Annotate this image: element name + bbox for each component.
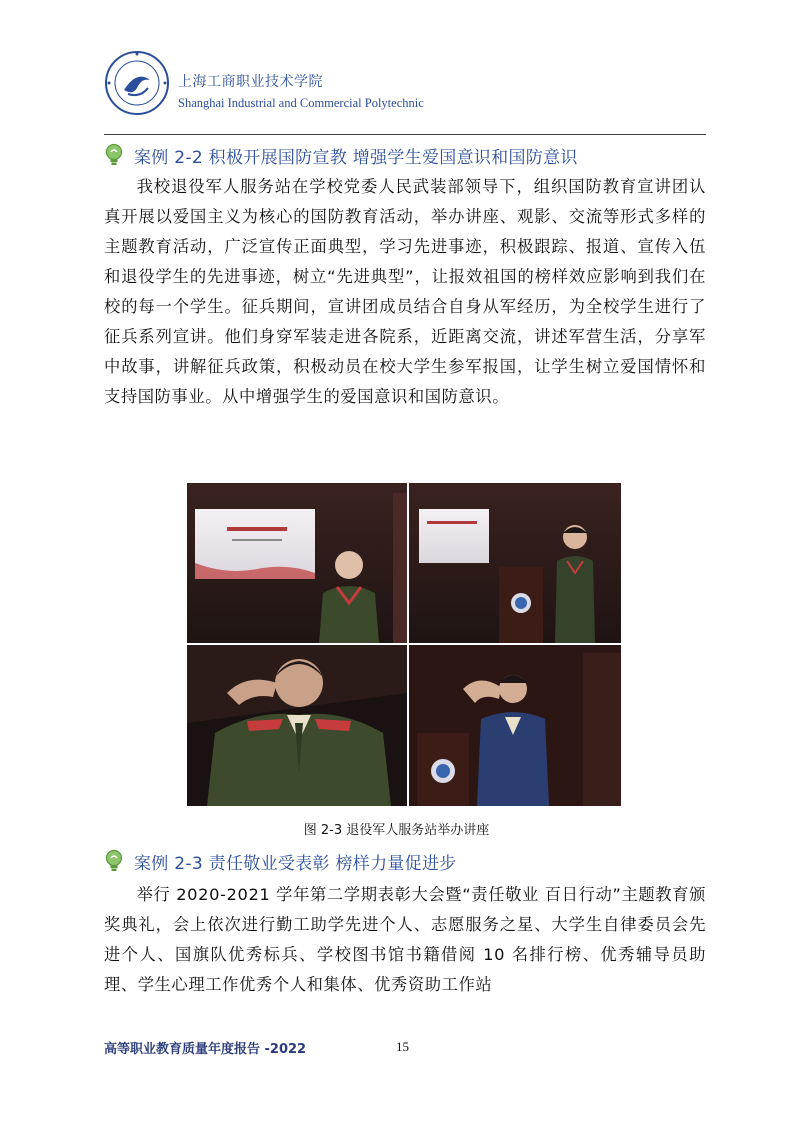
page-header — [104, 50, 706, 136]
case-2-2-title: 案例 2-2 积极开展国防宣教 增强学生爱国意识和国防意识 — [134, 147, 578, 168]
photo-male-speaker-podium — [409, 483, 621, 643]
lecture-photo-collage — [187, 483, 621, 806]
case-2-3-heading — [104, 846, 457, 876]
lightbulb-icon — [104, 849, 124, 873]
page-number: 15 — [396, 1039, 409, 1054]
footer-report-title: 高等职业教育质量年度报告 -2022 — [104, 1042, 307, 1057]
figure-caption: 图 2-3 退役军人服务站举办讲座 — [303, 823, 490, 838]
case-2-2-heading — [104, 140, 578, 170]
school-name-en: Shanghai Industrial and Commercial Polytechnic — [178, 96, 424, 110]
header-divider — [104, 134, 706, 135]
case-2-3-title: 案例 2-3 责任敬业受表彰 榜样力量促进步 — [134, 853, 457, 874]
photo-saluting-soldier-blue — [409, 645, 621, 806]
school-name-cn: 上海工商职业技术学院 — [178, 74, 323, 90]
photo-saluting-soldier-green — [187, 645, 407, 806]
school-logo-icon — [104, 50, 170, 116]
case-2-2-body: 我校退役军人服务站在学校党委人民武装部领导下，组织国防教育宣讲团认真开展以爱国主义为核心的国防教育活动，举办讲座、观影、交流等形式多样的主题教育活动，广泛宣传正面典型，学习先进事迹，积极跟踪、报道、宣传入伍和退役学生的先进事迹，树立“先进典型”，让报效祖国的榜样效应影响到我们在校的每一个学生。征兵期间，宣讲团成员结合自身从军经历，为全校学生进行了征兵系列宣讲。他们身穿军装走进各院系，近距离交流，讲述军营生活，分享军中故事，讲解征兵政策，积极动员在校大学生参军报国，让学生树立爱国情怀和支持国防事业。从中增强学生的爱国意识和国防意识。 — [104, 177, 706, 406]
case-2-3-body: 举行 2020-2021 学年第二学期表彰大会暨“责任敬业 百日行动”主题教育颁奖典礼，会上依次进行勤工助学先进个人、志愿服务之星、大学生自律委员会先进个人、国旗队优秀标兵、学校图书馆书籍借阅 10 名排行榜、优秀辅导员助理、学生心理工作优秀个人和集体、优秀资助工作站 — [104, 885, 706, 994]
lightbulb-icon — [104, 143, 124, 167]
photo-female-speaker — [187, 483, 407, 643]
